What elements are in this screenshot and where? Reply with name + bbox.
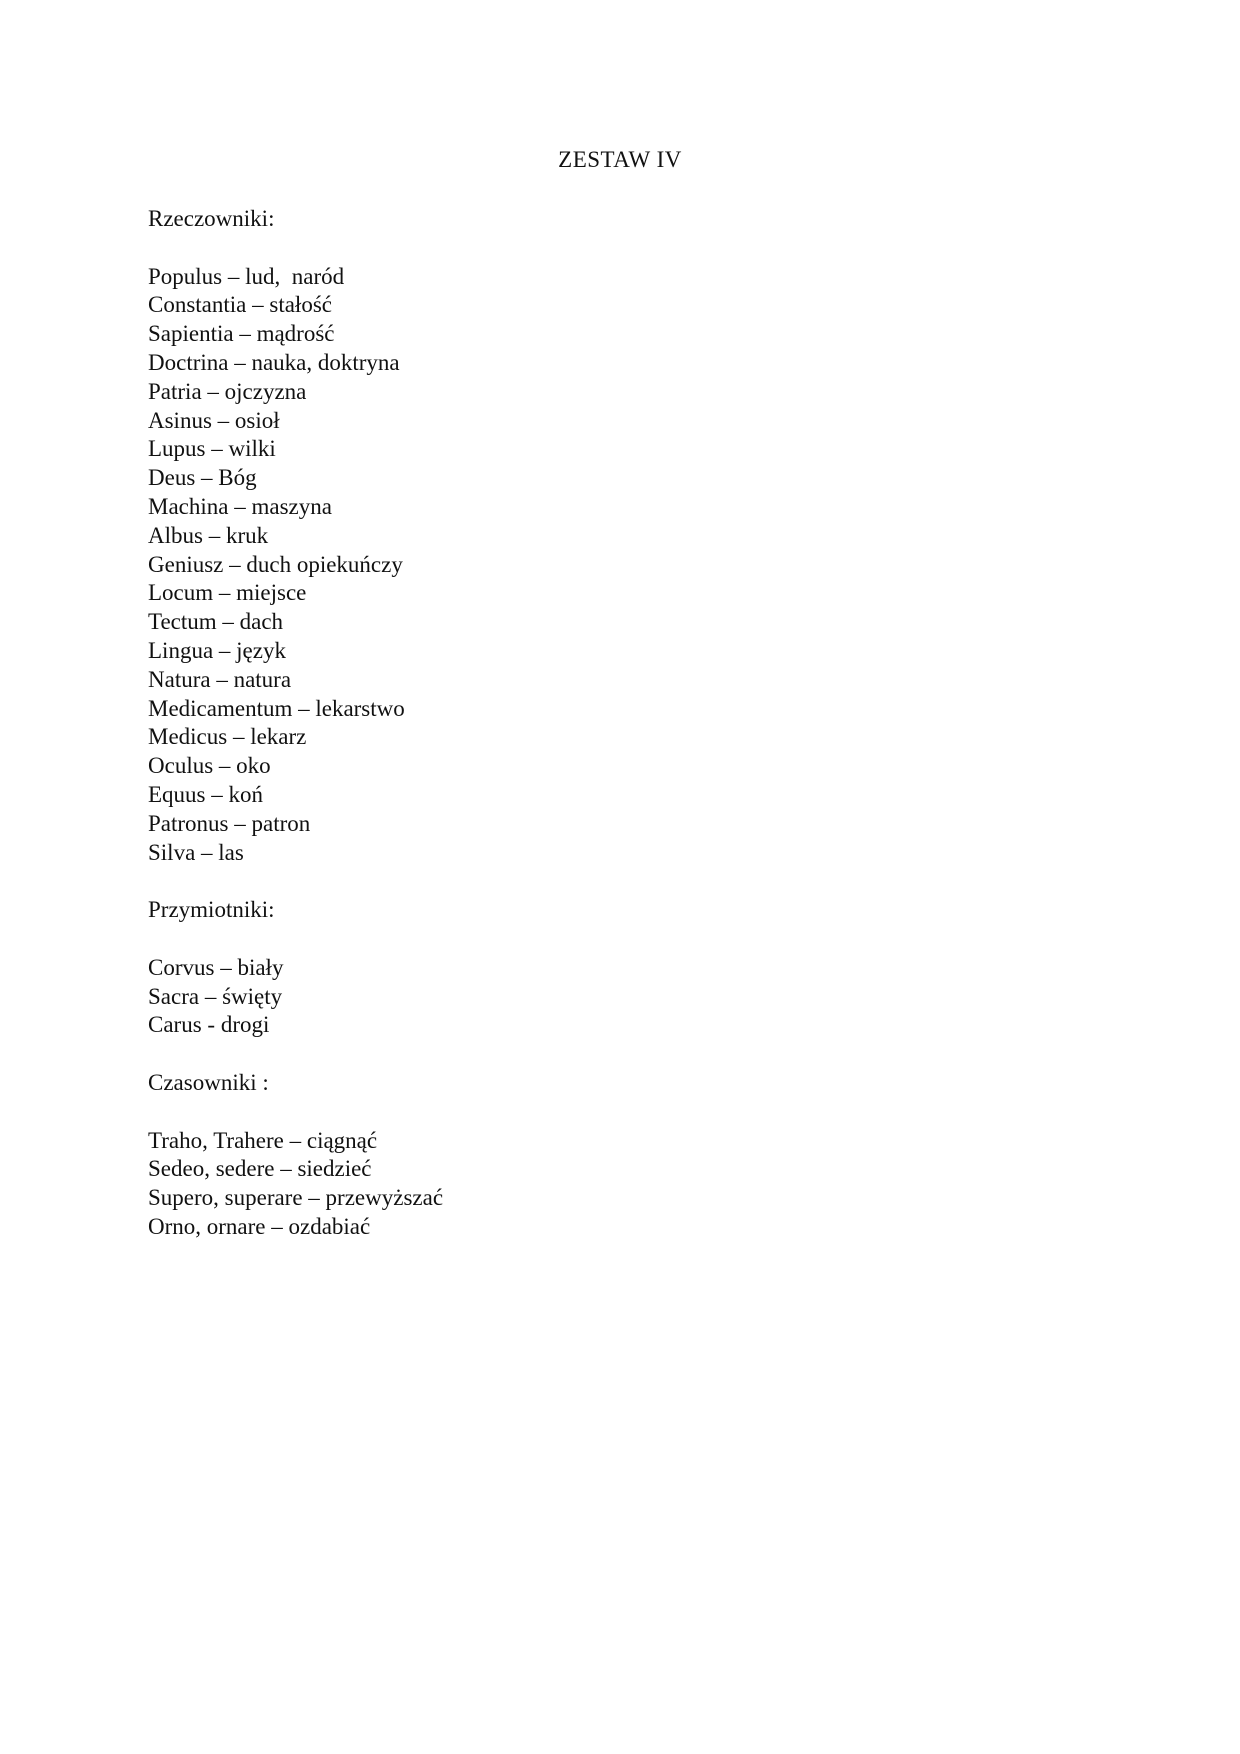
vocab-entry: Tectum – dach — [148, 609, 284, 635]
spacer — [148, 867, 1048, 896]
document-title: ZESTAW IV — [558, 147, 682, 172]
vocab-entry: Medicus – lekarz — [148, 724, 307, 750]
vocab-entry: Deus – Bóg — [148, 465, 257, 491]
spacer — [148, 1098, 1048, 1127]
vocab-entry: Patria – ojczyzna — [148, 378, 307, 404]
vocab-entry: Geniusz – duch opiekuńczy — [148, 551, 403, 577]
vocab-entry: Asinus – osioł — [148, 407, 280, 433]
vocab-entry: Oculus – oko — [148, 753, 271, 779]
vocab-entry: Doctrina – nauka, doktryna — [148, 349, 400, 375]
section-heading: Przymiotniki: — [148, 897, 275, 923]
vocab-entry: Machina – maszyna — [148, 493, 332, 519]
vocab-entry: Populus – lud, naród — [148, 263, 345, 289]
vocab-entry: Sacra – święty — [148, 983, 283, 1009]
vocab-entry: Lingua – język — [148, 637, 286, 663]
section-adjectives — [148, 896, 1048, 1040]
vocab-entry: Equus – koń — [148, 781, 263, 807]
vocab-entry: Constantia – stałość — [148, 292, 332, 318]
vocab-entry: Sapientia – mądrość — [148, 321, 335, 347]
section-heading: Rzeczowniki: — [148, 206, 275, 231]
vocab-entry: Carus - drogi — [148, 1012, 270, 1038]
vocab-entry: Traho, Trahere – ciągnąć — [148, 1127, 378, 1153]
document-body — [148, 205, 1048, 1242]
vocab-entry: Supero, superare – przewyższać — [148, 1185, 444, 1211]
vocab-entry: Lupus – wilki — [148, 436, 276, 462]
section-nouns — [148, 205, 1048, 867]
vocab-entry: Sedeo, sedere – siedzieć — [148, 1156, 372, 1182]
vocab-entry: Patronus – patron — [148, 810, 311, 836]
vocab-entry: Natura – natura — [148, 666, 292, 692]
vocab-entry: Locum – miejsce — [148, 580, 307, 606]
section-verbs — [148, 1069, 1048, 1242]
vocab-entry: Medicamentum – lekarstwo — [148, 695, 405, 721]
vocab-entry: Silva – las — [148, 839, 244, 865]
vocab-entry: Orno, ornare – ozdabiać — [148, 1213, 371, 1239]
spacer — [148, 1040, 1048, 1069]
section-heading: Czasowniki : — [148, 1069, 269, 1095]
spacer — [148, 234, 1048, 263]
vocab-entry: Corvus – biały — [148, 954, 284, 980]
vocab-entry: Albus – kruk — [148, 522, 269, 548]
spacer — [148, 925, 1048, 954]
